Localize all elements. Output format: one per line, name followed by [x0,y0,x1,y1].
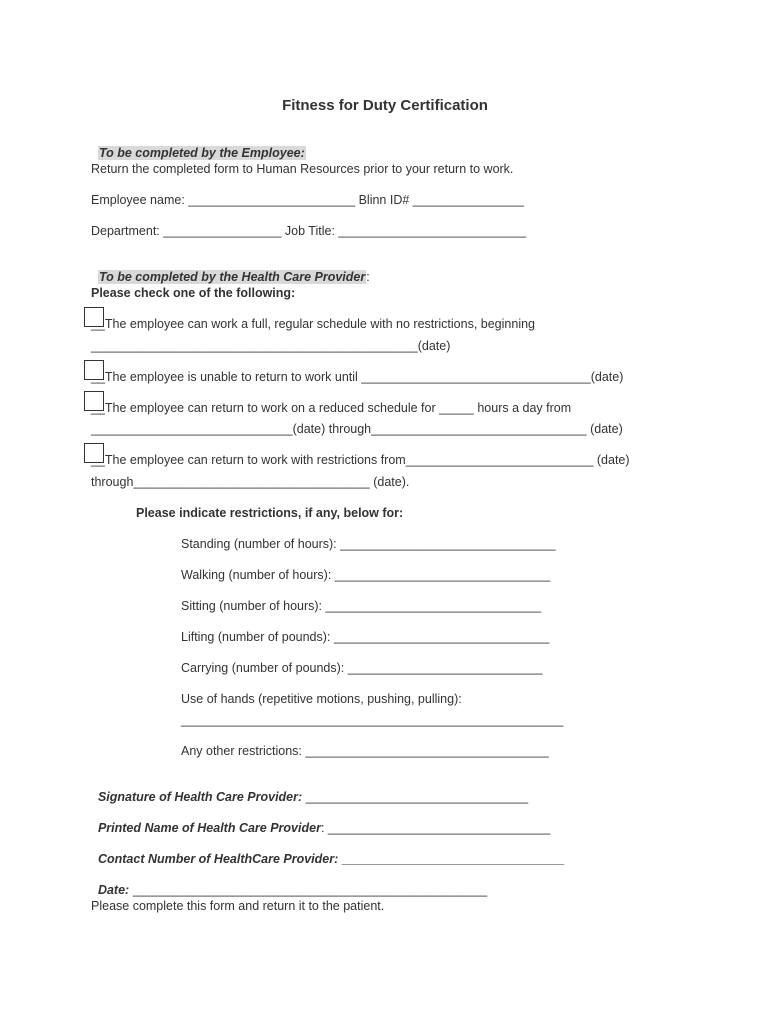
date-field[interactable]: Date: ___________________________________________________ [97,883,488,897]
footer-instruction: Please complete this form and return it to the patient. [91,899,385,913]
provider-section-heading: To be completed by the Health Care Provider: [98,270,370,284]
other-restrictions-field[interactable]: Any other restrictions: ___________________________________ [181,744,549,758]
page-title: Fitness for Duty Certification [282,97,488,114]
option-restrictions-text[interactable]: __The employee can return to work with restrictions from___________________________ (date) [91,453,630,467]
signature-field[interactable]: Signature of Health Care Provider: ________________________________ [97,790,529,804]
check-prompt: Please check one of the following: [91,286,296,300]
option-restrictions-through-field[interactable]: through__________________________________ (date). [91,475,410,489]
option-full-duty-date-field[interactable]: _______________________________________________(date) [91,339,451,353]
carrying-field[interactable]: Carrying (number of pounds): ____________________________ [181,661,543,675]
employee-instruction: Return the completed form to Human Resources prior to your return to work. [91,162,514,176]
option-unable-text[interactable]: __The employee is unable to return to work until _________________________________(date) [91,370,624,384]
walking-field[interactable]: Walking (number of hours): _______________________________ [181,568,551,582]
option-reduced-text[interactable]: __The employee can return to work on a reduced schedule for _____ hours a day from [91,401,572,415]
department-field[interactable]: Department: _________________ Job Title: ___________________________ [91,224,527,238]
sitting-field[interactable]: Sitting (number of hours): _______________________________ [181,599,542,613]
use-of-hands-field[interactable]: _______________________________________________________ [181,713,564,727]
option-full-duty-text: __The employee can work a full, regular schedule with no restrictions, beginning [91,317,535,331]
option-reduced-dates-field[interactable]: _____________________________(date) through_______________________________ (date) [91,422,623,436]
restrictions-heading: Please indicate restrictions, if any, below for: [136,506,404,520]
printed-name-field[interactable]: Printed Name of Health Care Provider: ________________________________ [97,821,551,835]
employee-name-field[interactable]: Employee name: ________________________ Blinn ID# ________________ [91,193,525,207]
use-of-hands-label: Use of hands (repetitive motions, pushing, pulling): [181,692,462,706]
lifting-field[interactable]: Lifting (number of pounds): _______________________________ [181,630,550,644]
employee-section-heading: To be completed by the Employee: [98,146,305,160]
standing-field[interactable]: Standing (number of hours): _______________________________ [181,537,556,551]
contact-number-field[interactable]: Contact Number of HealthCare Provider: ________________________________ [97,852,565,866]
